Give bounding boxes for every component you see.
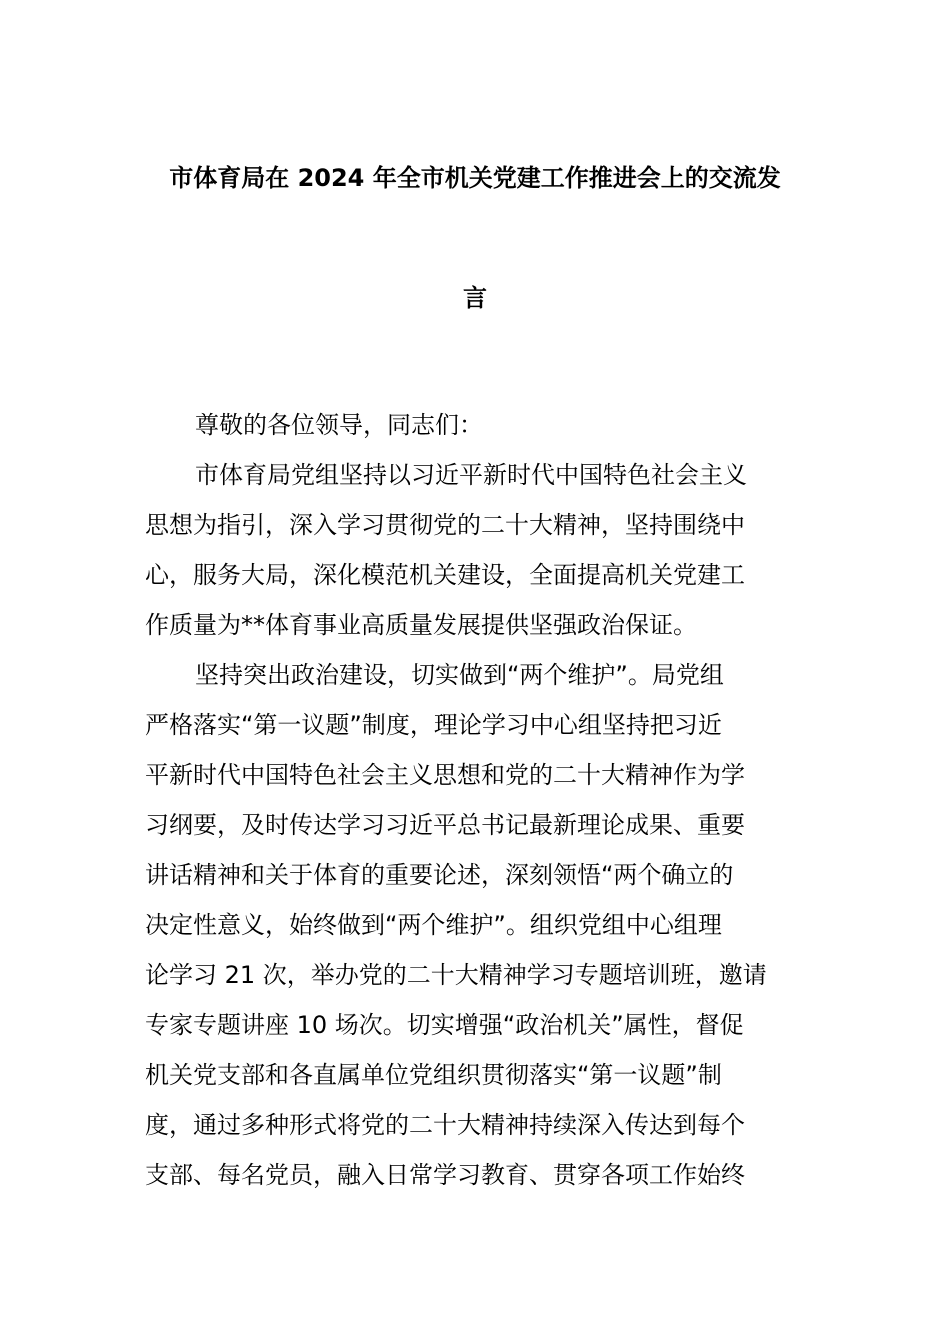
paragraph-line: 坚持突出政治建设，切实做到“两个维护”。局党组 <box>195 661 724 689</box>
document-title-line-2: 言 <box>463 284 487 312</box>
paragraph-line: 论学习 21 次，举办党的二十大精神学习专题培训班，邀请 <box>145 961 767 989</box>
paragraph-line: 市体育局党组坚持以习近平新时代中国特色社会主义 <box>195 461 747 489</box>
paragraph-line: 机关党支部和各直属单位党组织贯彻落实“第一议题”制 <box>145 1061 722 1089</box>
paragraph-line: 平新时代中国特色社会主义思想和党的二十大精神作为学 <box>145 761 745 789</box>
paragraph-line: 度，通过多种形式将党的二十大精神持续深入传达到每个 <box>145 1111 745 1139</box>
paragraph-line: 思想为指引，深入学习贯彻党的二十大精神，坚持围绕中 <box>145 511 745 539</box>
paragraph-line: 严格落实“第一议题”制度，理论学习中心组坚持把习近 <box>145 711 722 739</box>
paragraph-line: 支部、每名党员，融入日常学习教育、贯穿各项工作始终 <box>145 1161 745 1189</box>
document-body <box>145 400 825 1200</box>
paragraph-line: 讲话精神和关于体育的重要论述，深刻领悟“两个确立的 <box>145 861 734 889</box>
paragraph-line: 决定性意义，始终做到“两个维护”。组织党组中心组理 <box>145 911 722 939</box>
paragraph-line: 心，服务大局，深化模范机关建设，全面提高机关党建工 <box>145 561 745 589</box>
paragraph-line: 作质量为**体育事业高质量发展提供坚强政治保证。 <box>145 611 697 639</box>
salutation: 尊敬的各位领导，同志们： <box>195 411 483 439</box>
document-title-line-1: 市体育局在 2024 年全市机关党建工作推进会上的交流发 <box>169 164 781 192</box>
paragraph-line: 习纲要，及时传达学习习近平总书记最新理论成果、重要 <box>145 811 745 839</box>
paragraph-line: 专家专题讲座 10 场次。切实增强“政治机关”属性，督促 <box>145 1011 744 1039</box>
